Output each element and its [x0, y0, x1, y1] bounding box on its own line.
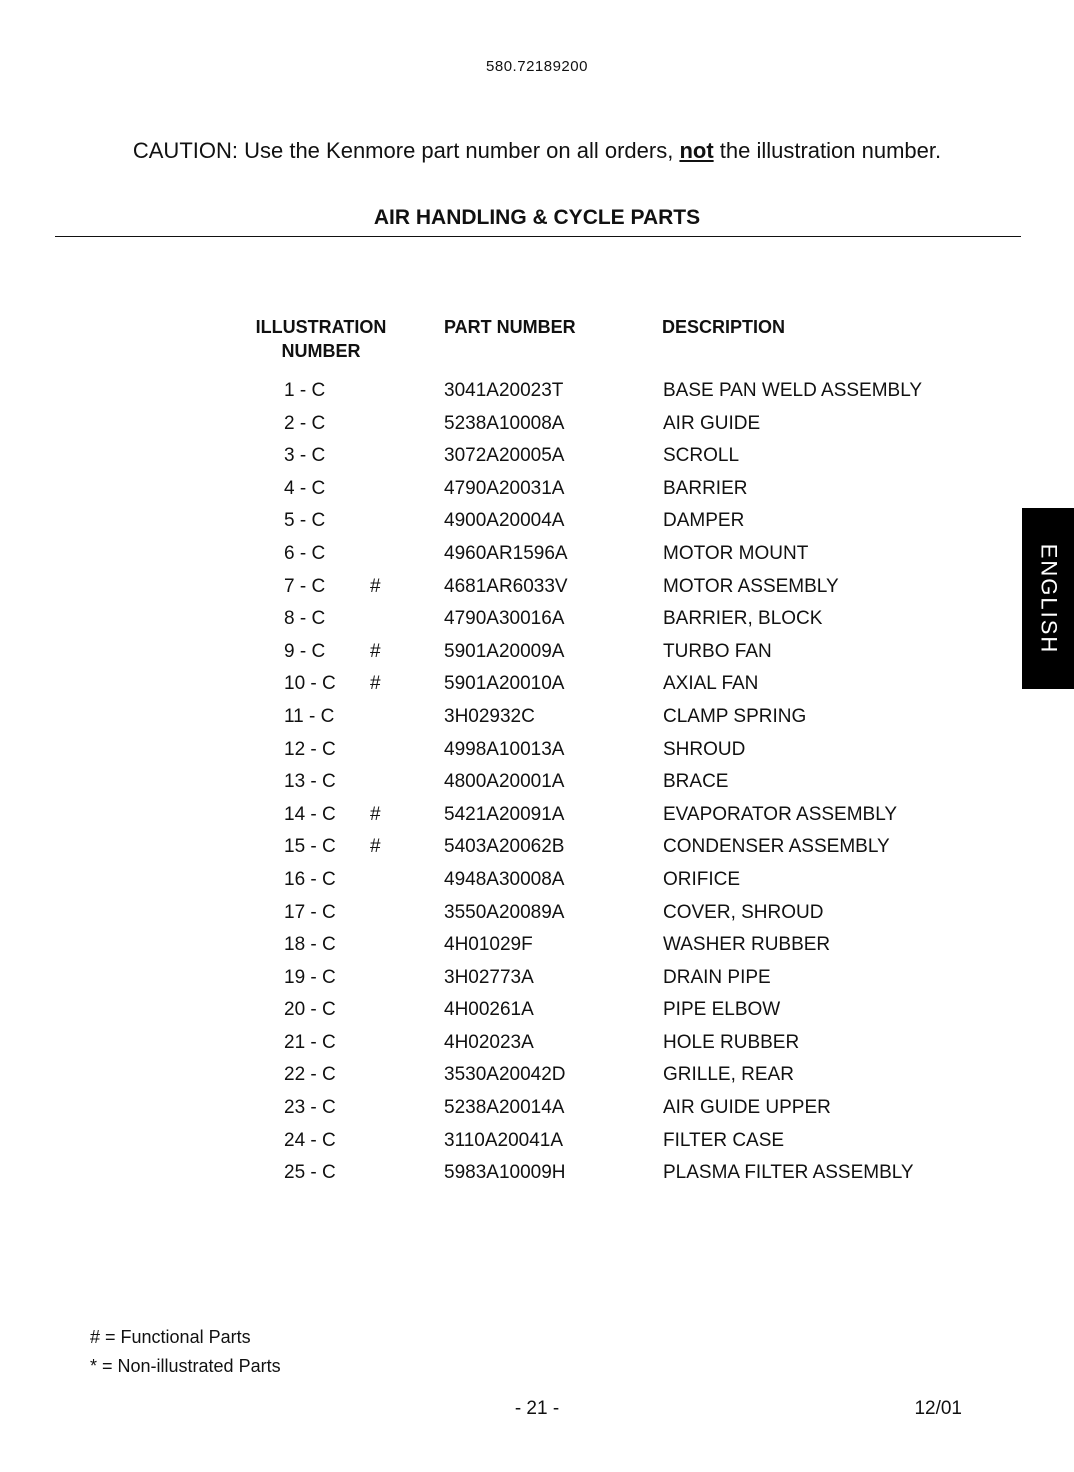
- part-number: 4998A10013A: [444, 738, 565, 760]
- illustration-number: 15 - C: [284, 836, 336, 858]
- illustration-number: 21 - C: [284, 1031, 336, 1053]
- table-row: [0, 1029, 1074, 1062]
- table-row: [0, 475, 1074, 508]
- table-row: [0, 670, 1074, 703]
- description: GRILLE, REAR: [663, 1064, 794, 1086]
- illustration-number: 17 - C: [284, 901, 336, 923]
- table-row: [0, 377, 1074, 410]
- part-number: 5901A20010A: [444, 673, 565, 695]
- revision-date: 12/01: [914, 1398, 962, 1419]
- part-number: 5238A10008A: [444, 412, 565, 434]
- table-row: [0, 1061, 1074, 1094]
- table-row: [0, 703, 1074, 736]
- table-row: [0, 768, 1074, 801]
- description: EVAPORATOR ASSEMBLY: [663, 803, 898, 825]
- legend-non-illustrated: * = Non-illustrated Parts: [90, 1356, 281, 1376]
- part-number: 4948A30008A: [444, 868, 565, 890]
- illustration-number: 11 - C: [284, 705, 335, 727]
- table-row: [0, 1127, 1074, 1160]
- description: CLAMP SPRING: [663, 705, 807, 727]
- functional-flag: #: [370, 575, 381, 597]
- illustration-number: 22 - C: [284, 1064, 336, 1086]
- illustration-number: 24 - C: [284, 1129, 336, 1151]
- illustration-number: 2 - C: [284, 412, 326, 434]
- section-title: AIR HANDLING & CYCLE PARTS: [373, 206, 701, 229]
- caution-emphasis: not: [679, 138, 714, 163]
- part-number: 4790A30016A: [444, 608, 565, 630]
- description: CONDENSER ASSEMBLY: [663, 836, 890, 858]
- illustration-number: 19 - C: [284, 966, 336, 988]
- page-number: - 21 -: [514, 1398, 560, 1419]
- part-number: 4800A20001A: [444, 771, 565, 793]
- column-header-illustration-line2: NUMBER: [281, 341, 361, 361]
- description: ORIFICE: [663, 868, 741, 890]
- description: BRACE: [663, 771, 729, 793]
- table-row: [0, 1094, 1074, 1127]
- description: MOTOR MOUNT: [663, 542, 809, 564]
- illustration-number: 5 - C: [284, 510, 326, 532]
- column-header-illustration: [236, 315, 406, 363]
- description: PLASMA FILTER ASSEMBLY: [663, 1162, 914, 1184]
- description: TURBO FAN: [663, 640, 772, 662]
- table-row: [0, 605, 1074, 638]
- functional-flag: #: [370, 836, 381, 858]
- table-row: [0, 507, 1074, 540]
- part-number: 4681AR6033V: [444, 575, 568, 597]
- table-row: [0, 866, 1074, 899]
- table-row: [0, 442, 1074, 475]
- part-number: 3550A20089A: [444, 901, 565, 923]
- caution-suffix: the illustration number.: [713, 138, 942, 163]
- part-number: 3041A20023T: [444, 380, 564, 401]
- description: BARRIER: [663, 477, 748, 499]
- description: AXIAL FAN: [663, 673, 759, 695]
- functional-flag: #: [370, 803, 381, 825]
- description: BASE PAN WELD ASSEMBLY: [663, 380, 923, 401]
- part-number: 3H02773A: [444, 966, 534, 988]
- language-tab: [1022, 508, 1074, 689]
- part-number: 4960AR1596A: [444, 542, 568, 564]
- illustration-number: 10 - C: [284, 673, 336, 695]
- illustration-number: 9 - C: [284, 640, 326, 662]
- part-number: 5901A20009A: [444, 640, 565, 662]
- language-tab-label: ENGLISH: [1036, 543, 1061, 654]
- description: COVER, SHROUD: [663, 901, 824, 923]
- part-number: 4H02023A: [444, 1031, 534, 1053]
- part-number: 3072A20005A: [444, 445, 565, 467]
- part-number: 5983A10009H: [444, 1162, 566, 1184]
- part-number: 4H00261A: [444, 999, 534, 1021]
- functional-flag: #: [370, 673, 381, 695]
- table-row: [0, 540, 1074, 573]
- illustration-number: 13 - C: [284, 771, 336, 793]
- description: AIR GUIDE: [663, 412, 761, 434]
- caution-prefix: CAUTION: Use the Kenmore part number on all orders,: [132, 138, 680, 163]
- part-number: 3H02932C: [444, 705, 535, 727]
- table-row: [0, 833, 1074, 866]
- table-row: [0, 931, 1074, 964]
- functional-flag: #: [370, 640, 381, 662]
- description: AIR GUIDE UPPER: [663, 1097, 831, 1119]
- illustration-number: 25 - C: [284, 1162, 336, 1184]
- part-number: 4H01029F: [444, 934, 533, 956]
- table-row: [0, 573, 1074, 606]
- column-header-description: DESCRIPTION: [662, 317, 786, 337]
- table-row: [0, 899, 1074, 932]
- illustration-number: 18 - C: [284, 934, 336, 956]
- table-row: [0, 801, 1074, 834]
- part-number: 5403A20062B: [444, 836, 565, 858]
- illustration-number: 6 - C: [284, 542, 326, 564]
- description: SHROUD: [663, 738, 746, 760]
- table-row: [0, 736, 1074, 769]
- caution-notice: [0, 138, 1074, 164]
- description: PIPE ELBOW: [663, 999, 781, 1021]
- description: HOLE RUBBER: [663, 1031, 800, 1053]
- table-row: [0, 410, 1074, 443]
- illustration-number: 16 - C: [284, 868, 336, 890]
- illustration-number: 1 - C: [284, 380, 326, 401]
- table-row: [0, 638, 1074, 671]
- table-row: [0, 1159, 1074, 1192]
- illustration-number: 8 - C: [284, 608, 326, 630]
- illustration-number: 23 - C: [284, 1097, 336, 1119]
- parts-table: [0, 377, 1074, 1192]
- illustration-number: 12 - C: [284, 738, 336, 760]
- description: DRAIN PIPE: [663, 966, 771, 988]
- illustration-number: 14 - C: [284, 803, 336, 825]
- illustration-number: 7 - C: [284, 575, 326, 597]
- column-header-part-number: PART NUMBER: [444, 317, 576, 337]
- description: DAMPER: [663, 510, 745, 532]
- title-divider: [55, 236, 1021, 237]
- illustration-number: 3 - C: [284, 445, 326, 467]
- description: MOTOR ASSEMBLY: [663, 575, 839, 597]
- part-number: 3110A20041A: [444, 1129, 564, 1151]
- description: BARRIER, BLOCK: [663, 608, 823, 630]
- part-number: 5421A20091A: [444, 803, 565, 825]
- part-number: 5238A20014A: [444, 1097, 565, 1119]
- part-number: 4900A20004A: [444, 510, 565, 532]
- part-number: 3530A20042D: [444, 1064, 566, 1086]
- illustration-number: 4 - C: [284, 477, 326, 499]
- illustration-number: 20 - C: [284, 999, 336, 1021]
- column-header-illustration-line1: ILLUSTRATION: [255, 317, 387, 337]
- description: WASHER RUBBER: [663, 934, 831, 956]
- description: FILTER CASE: [663, 1129, 785, 1151]
- table-row: [0, 996, 1074, 1029]
- model-number: 580.72189200: [486, 58, 588, 75]
- description: SCROLL: [663, 445, 740, 467]
- table-row: [0, 964, 1074, 997]
- part-number: 4790A20031A: [444, 477, 565, 499]
- legend-functional: # = Functional Parts: [90, 1327, 251, 1347]
